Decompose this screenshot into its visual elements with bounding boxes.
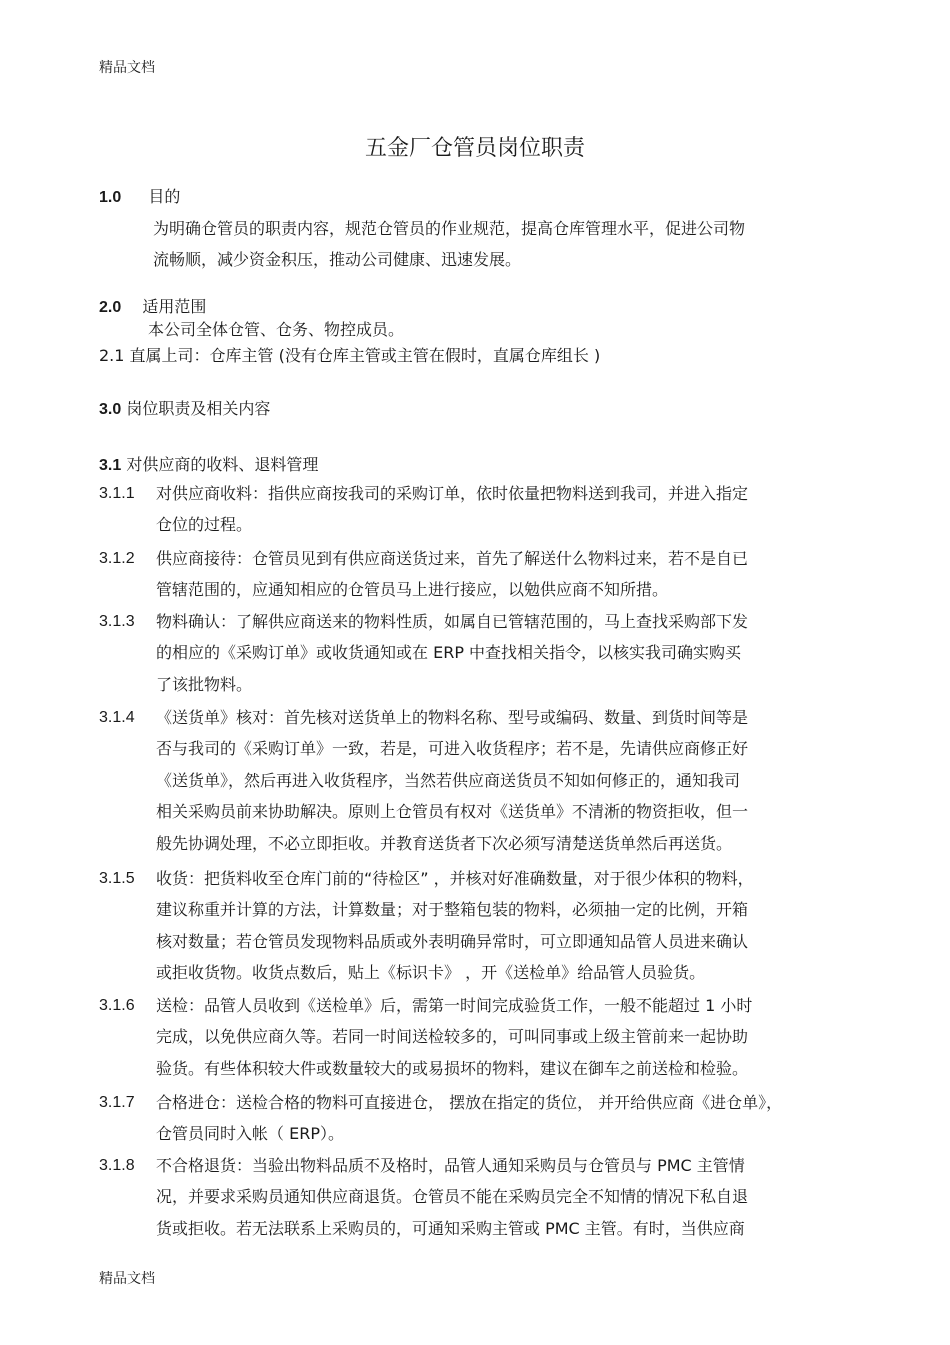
item-number: 3.1.8 <box>99 1157 135 1174</box>
item-line: 货或拒收。若无法联系上采购员的，可通知采购主管或 PMC 主管。有时，当供应商 <box>156 1219 745 1238</box>
item-number: 3.1.3 <box>99 613 135 630</box>
page-footer-label: 精品文档 <box>99 1271 155 1287</box>
item-number: 3.1.4 <box>99 709 135 726</box>
section-heading-duties <box>99 396 270 419</box>
section-title: 对供应商的收料、退料管理 <box>126 455 319 474</box>
item-number: 3.1.7 <box>99 1094 135 1111</box>
section-number: 1.0 <box>99 189 122 206</box>
item-line: 况，并要求采购员通知供应商退货。仓管员不能在采购员完全不知情的情况下私自退 <box>156 1187 749 1206</box>
item-line: 完成，以免供应商久等。若同一时间送检较多的，可叫同事或上级主管前来一起协助 <box>156 1027 749 1046</box>
item-line: 核对数量；若仓管员发现物料品质或外表明确异常时，可立即通知品管人员进来确认 <box>156 932 749 951</box>
section-title: 目的 <box>148 187 181 206</box>
item-line: 《送货单》，然后再进入收货程序，当然若供应商送货员不知如何修正的，通知我司 <box>156 771 741 790</box>
item-number: 3.1.2 <box>99 550 135 567</box>
document-title: 五金厂仓管员岗位职责 <box>364 136 585 161</box>
item-line: 否与我司的《采购订单》一致，若是，可进入收货程序；若不是，先请供应商修正好 <box>156 739 749 758</box>
section-title: 岗位职责及相关内容 <box>126 399 271 418</box>
item-line: 仓管员同时入帐（ ERP）。 <box>156 1124 344 1143</box>
item-line: 建议称重并计算的方法，计算数量；对于整箱包装的物料，必须抽一定的比例，开箱 <box>156 900 749 919</box>
item-number: 3.1.1 <box>99 485 135 502</box>
page-header-label: 精品文档 <box>99 60 155 76</box>
section-title: 适用范围 <box>142 297 207 316</box>
item-line: 不合格退货：当验出物料品质不及格时，品管人通知采购员与仓管员与 PMC 主管情 <box>156 1156 745 1175</box>
item-line: 《送货单》核对：首先核对送货单上的物料名称、型号或编码、数量、到货时间等是 <box>156 708 749 727</box>
item-line: 相关采购员前来协助解决。原则上仓管员有权对《送货单》不清淅的物资拒收，但一 <box>156 802 749 821</box>
paragraph-line: 流畅顺，减少资金积压，推动公司健康、迅速发展。 <box>153 250 522 269</box>
section-heading-purpose <box>99 184 180 207</box>
item-line: 般先协调处理，不必立即拒收。并教育送货者下次必须写清楚送货单然后再送货。 <box>156 834 733 853</box>
section-number: 2.0 <box>99 299 122 316</box>
scope-line: 本公司全体仓管、仓务、物控成员。 <box>148 320 405 339</box>
item-number: 3.1.5 <box>99 870 135 887</box>
purpose-paragraph <box>153 213 745 275</box>
item-line: 了该批物料。 <box>156 675 253 694</box>
subsection-heading <box>99 452 318 475</box>
item-line: 仓位的过程。 <box>156 515 253 534</box>
direct-superior-line: 2.1 直属上司：仓库主管 (没有仓库主管或主管在假时，直属仓库组长 ) <box>99 346 601 365</box>
item-line: 合格进仓：送检合格的物料可直接进仓， 摆放在指定的货位， 并开给供应商《进仓单》， <box>156 1093 783 1112</box>
item-line: 对供应商收料：指供应商按我司的采购订单，依时依量把物料送到我司，并进入指定 <box>156 484 749 503</box>
item-line: 物料确认：了解供应商送来的物料性质，如属自已管辖范围的，马上查找采购部下发 <box>156 612 749 631</box>
section-number: 3.1 <box>99 457 122 474</box>
item-line: 的相应的《采购订单》或收货通知或在 ERP 中查找相关指令，以核实我司确实购买 <box>156 643 742 662</box>
item-line: 或拒收货物。收货点数后，贴上《标识卡》 ，开《送检单》给品管人员验货。 <box>156 963 706 982</box>
paragraph-line: 为明确仓管员的职责内容，规范仓管员的作业规范，提高仓库管理水平，促进公司物 <box>153 219 746 238</box>
item-line: 管辖范围的，应通知相应的仓管员马上进行接应，以勉供应商不知所措。 <box>156 580 669 599</box>
item-line: 供应商接待：仓管员见到有供应商送货过来，首先了解送什么物料过来，若不是自已 <box>156 549 749 568</box>
section-number: 3.0 <box>99 401 122 418</box>
item-line: 验货。有些体积较大件或数量较大的或易损坏的物料，建议在御车之前送检和检验。 <box>156 1059 749 1078</box>
item-number: 3.1.6 <box>99 997 135 1014</box>
item-line: 收货：把货料收至仓库门前的“待检区” ，并核对好准确数量，对于很少体积的物料， <box>156 869 754 888</box>
item-line: 送检：品管人员收到《送检单》后，需第一时间完成验货工作，一般不能超过 1 小时 <box>156 996 753 1015</box>
